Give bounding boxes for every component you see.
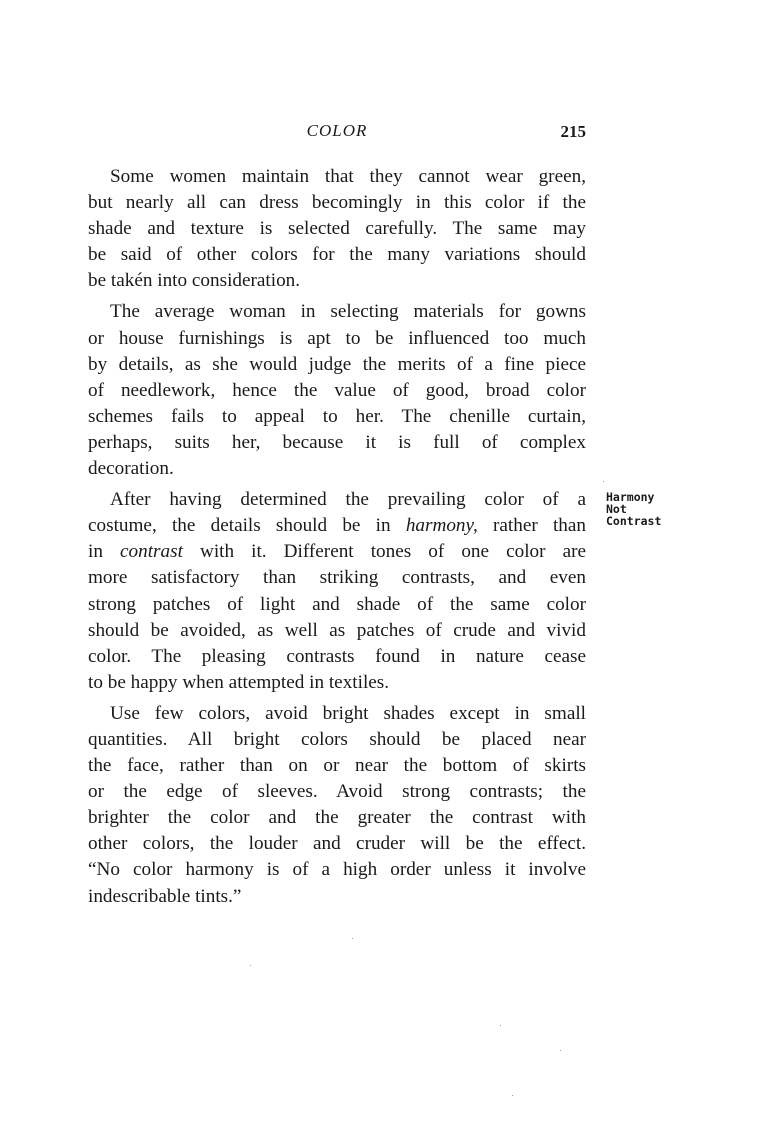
- text-line: [88, 644, 586, 670]
- text-line: [88, 242, 586, 268]
- text-segment: more satisfactory than striking contrasts, and even: [88, 567, 586, 589]
- paragraph: [88, 701, 586, 910]
- body-text: [88, 164, 586, 915]
- italic-text: harmony,: [405, 515, 478, 537]
- text-line: [88, 164, 586, 190]
- running-head: [88, 121, 586, 145]
- text-segment: Some women maintain that they cannot wear green,: [110, 166, 586, 187]
- margin-note-line: Not: [606, 502, 627, 516]
- text-line: [88, 430, 586, 456]
- text-segment: in: [88, 541, 120, 563]
- text-line: [88, 487, 586, 513]
- text-line: [88, 831, 586, 857]
- scan-speck: [560, 1050, 561, 1051]
- margin-note-line: Contrast: [606, 514, 662, 528]
- text-line: [88, 565, 586, 591]
- paragraph: [88, 299, 586, 482]
- text-segment: shade and texture is selected carefully. The same may: [88, 218, 586, 240]
- text-line: [88, 670, 586, 696]
- scan-speck: [512, 1095, 513, 1096]
- paragraph: [88, 487, 586, 696]
- text-line: [88, 884, 586, 910]
- text-segment: should be avoided, as well as patches of crude and vivid: [88, 619, 586, 641]
- text-segment: of needlework, hence the value of good, broad color: [88, 379, 586, 401]
- text-line: [88, 539, 586, 565]
- text-segment: or house furnishings is apt to be influenced too much: [88, 327, 586, 349]
- text-segment: with it. Different tones of one color are: [182, 541, 586, 563]
- text-line: [88, 701, 586, 727]
- text-line: [88, 805, 586, 831]
- text-segment: the face, rather than on or near the bottom of skirts: [88, 755, 586, 777]
- text-line: [88, 592, 586, 618]
- text-segment: costume, the details should be in: [88, 515, 406, 537]
- text-segment: indescribable tints.”: [88, 885, 242, 907]
- text-segment: The average woman in selecting materials for gowns: [110, 301, 586, 323]
- text-segment: Use few colors, avoid bright shades except in small: [110, 702, 586, 724]
- text-line: [88, 299, 586, 325]
- text-segment: strong patches of light and shade of the same color: [88, 593, 586, 615]
- text-line: [88, 268, 586, 294]
- text-segment: to be happy when attempted in textiles.: [88, 671, 390, 693]
- text-segment: schemes fails to appeal to her. The chenille curtain,: [88, 405, 586, 427]
- text-line: [88, 352, 586, 378]
- text-line: [88, 779, 586, 805]
- text-segment: be said of other colors for the many variations should: [88, 244, 586, 266]
- text-segment: be takén into consideration.: [88, 270, 301, 292]
- text-segment: other colors, the louder and cruder will be the effect.: [88, 833, 586, 855]
- scan-speck: [352, 938, 353, 939]
- scan-speck: [603, 481, 604, 482]
- text-segment: perhaps, suits her, because it is full of complex: [88, 431, 586, 453]
- text-segment: After having determined the prevailing color of a: [110, 489, 586, 511]
- text-line: [88, 326, 586, 352]
- text-segment: but nearly all can dress becomingly in this color if the: [88, 192, 586, 214]
- text-line: [88, 190, 586, 216]
- text-segment: by details, as she would judge the merits of a fine piece: [88, 353, 586, 375]
- text-segment: decoration.: [88, 458, 174, 480]
- text-line: [88, 216, 586, 242]
- scan-speck: [500, 1025, 501, 1026]
- text-segment: rather than: [477, 515, 586, 537]
- text-line: [88, 378, 586, 404]
- margin-note: [606, 491, 661, 527]
- italic-text: contrast: [120, 541, 183, 563]
- scan-speck: [250, 965, 251, 966]
- paragraph: [88, 164, 586, 294]
- page-number: 215: [560, 122, 586, 141]
- text-segment: or the edge of sleeves. Avoid strong contrasts; the: [88, 781, 586, 803]
- text-line: [88, 753, 586, 779]
- text-segment: quantities. All bright colors should be placed near: [88, 728, 586, 750]
- text-line: [88, 513, 586, 539]
- text-line: [88, 857, 586, 883]
- text-line: [88, 727, 586, 753]
- text-line: [88, 404, 586, 430]
- text-segment: “No color harmony is of a high order unless it involve: [88, 859, 586, 881]
- text-line: [88, 456, 586, 482]
- text-segment: brighter the color and the greater the contrast with: [88, 807, 586, 829]
- chapter-title: COLOR: [306, 121, 368, 140]
- text-segment: color. The pleasing contrasts found in nature cease: [88, 645, 586, 667]
- text-line: [88, 618, 586, 644]
- margin-note-line: Harmony: [606, 490, 655, 504]
